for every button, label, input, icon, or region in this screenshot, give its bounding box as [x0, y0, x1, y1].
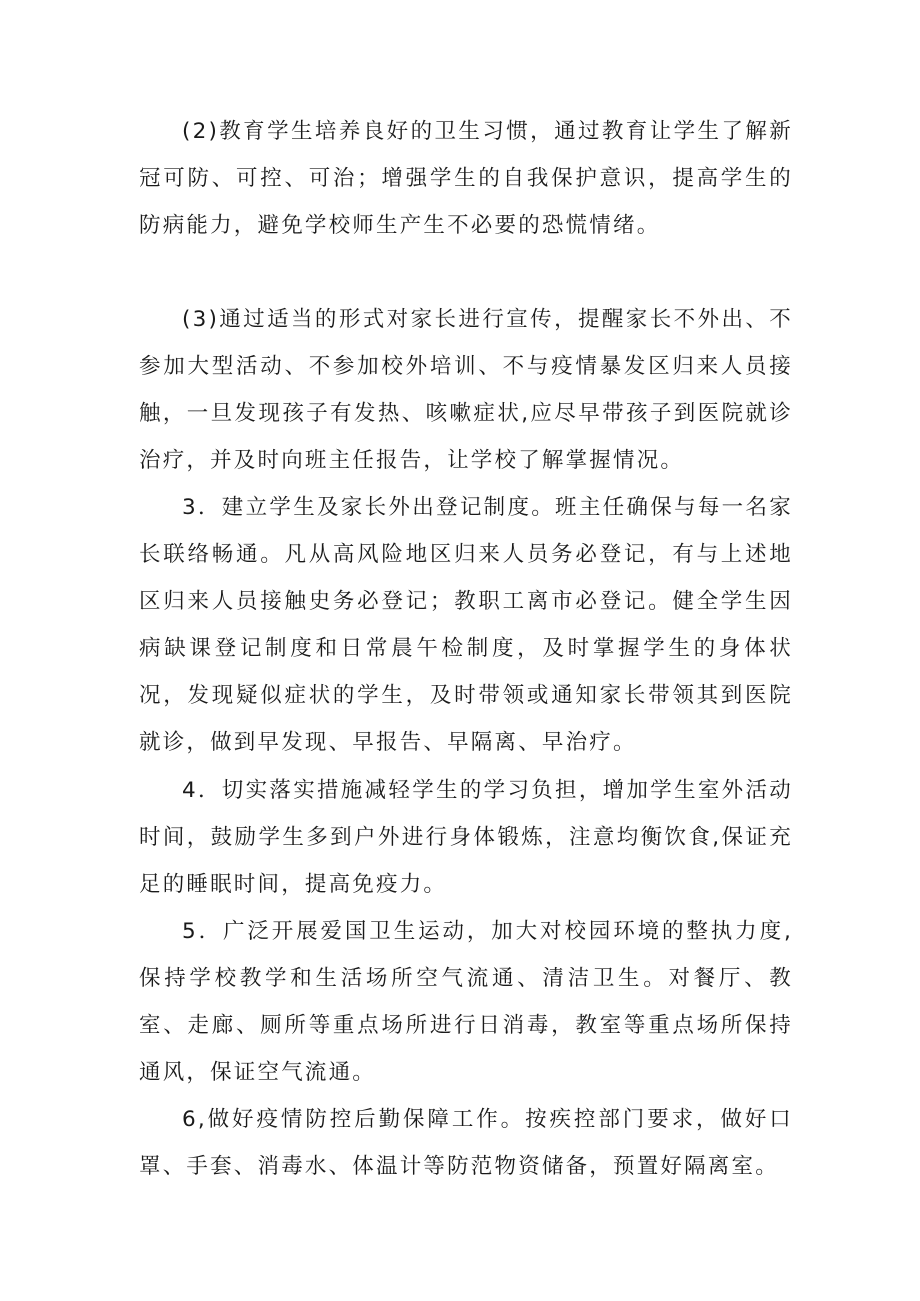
paragraph-parent-outreach: (3)通过适当的形式对家长进行宣传，提醒家长不外出、不参加大型活动、不参加校外培训、不与疫情暴发区归来人员接触，一旦发现孩子有发热、咳嗽症状,应尽早带孩子到医院就诊治疗，并及时向班主任报告，让学校了解掌握情况。 [139, 307, 793, 473]
paragraph-registration-system: 3．建立学生及家长外出登记制度。班主任确保与每一名家长联络畅通。凡从高风险地区归来人员务必登记，有与上述地区归来人员接触史务必登记；教职工离市必登记。健全学生因病缺课登记制度和日常晨午检制度，及时掌握学生的身体状况，发现疑似症状的学生，及时带领或通知家长带领其到医院就诊，做到早发现、早报告、早隔离、早治疗。 [139, 495, 793, 755]
paragraph-hygiene-education: (2)教育学生培养良好的卫生习惯，通过教育让学生了解新冠可防、可控、可治；增强学生的自我保护意识，提高学生的防病能力，避免学校师生产生不必要的恐慌情绪。 [139, 119, 793, 238]
paragraph-sanitation-campaign: 5．广泛开展爱国卫生运动，加大对校园环境的整执力度,保持学校教学和生活场所空气流通、清洁卫生。对餐厅、教室、走廊、厕所等重点场所进行日消毒，教室等重点场所保持通风，保证空气流通。 [139, 919, 793, 1085]
paragraph-logistics: 6,做好疫情防控后勤保障工作。按疾控部门要求，做好口罩、手套、消毒水、体温计等防范物资储备，预置好隔离室。 [139, 1107, 793, 1179]
paragraph-reduce-burden: 4．切实落实措施减轻学生的学习负担，增加学生室外活动时间，鼓励学生多到户外进行身体锻炼，注意均衡饮食,保证充足的睡眠时间，提高免疫力。 [139, 778, 793, 897]
